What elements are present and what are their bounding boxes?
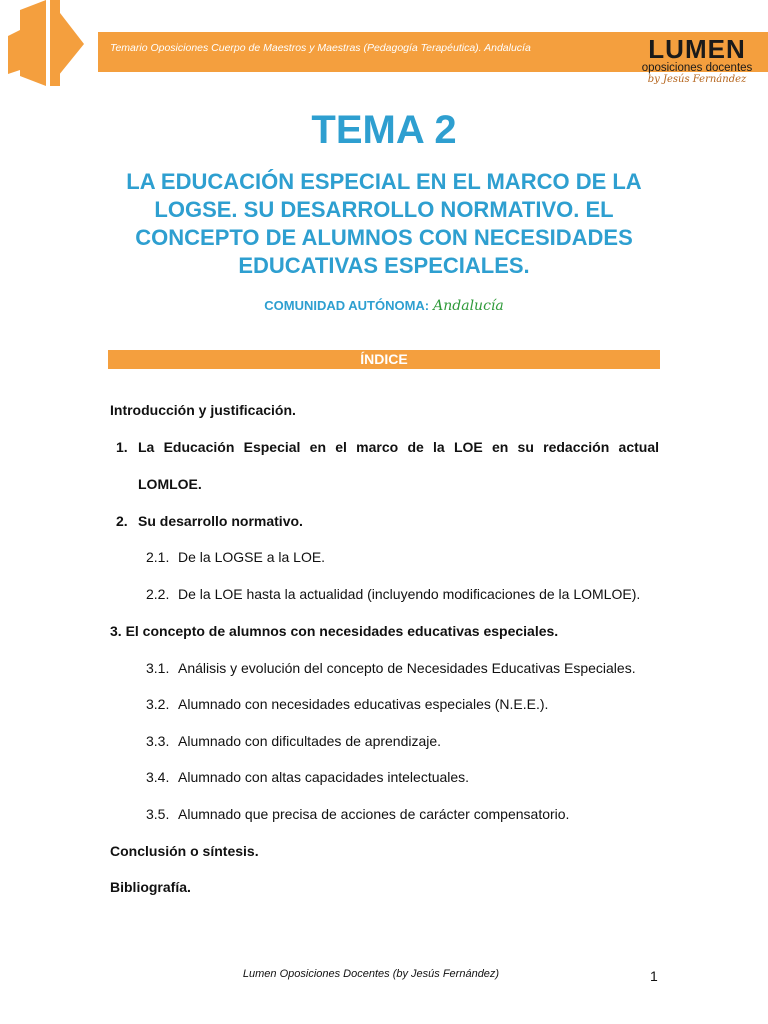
- toc-section-3-1: Análisis y evolución del concepto de Necesidades Educativas Especiales.: [178, 660, 636, 676]
- toc-section-3-2-number: 3.2.: [146, 696, 170, 712]
- toc-section-3-1-number: 3.1.: [146, 660, 170, 676]
- toc-section-3-4: Alumnado con altas capacidades intelectuales.: [178, 769, 470, 785]
- toc-bibliography: Bibliografía.: [110, 879, 191, 895]
- footer-text: Lumen Oposiciones Docentes (by Jesús Fernández): [242, 968, 500, 980]
- toc-section-3-5: Alumnado que precisa de acciones de carácter compensatorio.: [178, 806, 570, 822]
- toc-intro: Introducción y justificación.: [110, 402, 296, 418]
- toc-section-2: Su desarrollo normativo.: [138, 513, 303, 529]
- index-heading: ÍNDICE: [108, 350, 660, 369]
- document-subtitle: LA EDUCACIÓN ESPECIAL EN EL MARCO DE LA LOGSE. SU DESARROLLO NORMATIVO. EL CONCEPTO DE ALUMNOS CON NECESIDADES EDUCATIVAS ESPECIALES.: [126, 169, 642, 278]
- toc-section-3-5-number: 3.5.: [146, 806, 170, 822]
- toc-section-1-cont: LOMLOE.: [138, 476, 202, 492]
- toc-section-1: La Educación Especial en el marco de la LOE en su redacción actual: [138, 439, 659, 455]
- brand-logo: [637, 36, 757, 86]
- toc-section-3-3-number: 3.3.: [146, 733, 170, 749]
- header-text: Temario Oposiciones Cuerpo de Maestros y Maestras (Pedagogía Terapéutica). Andalucía: [110, 42, 531, 54]
- brand-signature: by Jesús Fernández: [647, 74, 747, 85]
- brand-subtitle: oposiciones docentes: [641, 62, 753, 74]
- toc-section-2-1: De la LOGSE a la LOE.: [178, 549, 326, 565]
- toc-section-3-2: Alumnado con necesidades educativas especiales (N.E.E.).: [178, 696, 549, 712]
- toc-section-3-3: Alumnado con dificultades de aprendizaje.: [178, 733, 442, 749]
- page-number: 1: [650, 968, 658, 984]
- page-title: TEMA 2: [311, 108, 457, 152]
- toc-section-3-4-number: 3.4.: [146, 769, 170, 785]
- toc-section-2-1-number: 2.1.: [146, 549, 170, 565]
- toc-section-2-2: De la LOE hasta la actualidad (incluyendo modificaciones de la LOMLOE).: [178, 586, 641, 602]
- community-value: Andalucía: [433, 298, 504, 314]
- lumen-logo-icon: [6, 0, 86, 86]
- toc-section-2-number: 2.: [116, 513, 128, 529]
- toc-section-3: 3. El concepto de alumnos con necesidades educativas especiales.: [110, 623, 559, 639]
- toc-section-2-2-number: 2.2.: [146, 586, 170, 602]
- community-line: [0, 298, 768, 314]
- community-label: COMUNIDAD AUTÓNOMA:: [264, 298, 430, 313]
- brand-name: LUMEN: [648, 34, 746, 64]
- toc-section-1-number: 1.: [116, 439, 128, 455]
- toc-conclusion: Conclusión o síntesis.: [110, 843, 259, 859]
